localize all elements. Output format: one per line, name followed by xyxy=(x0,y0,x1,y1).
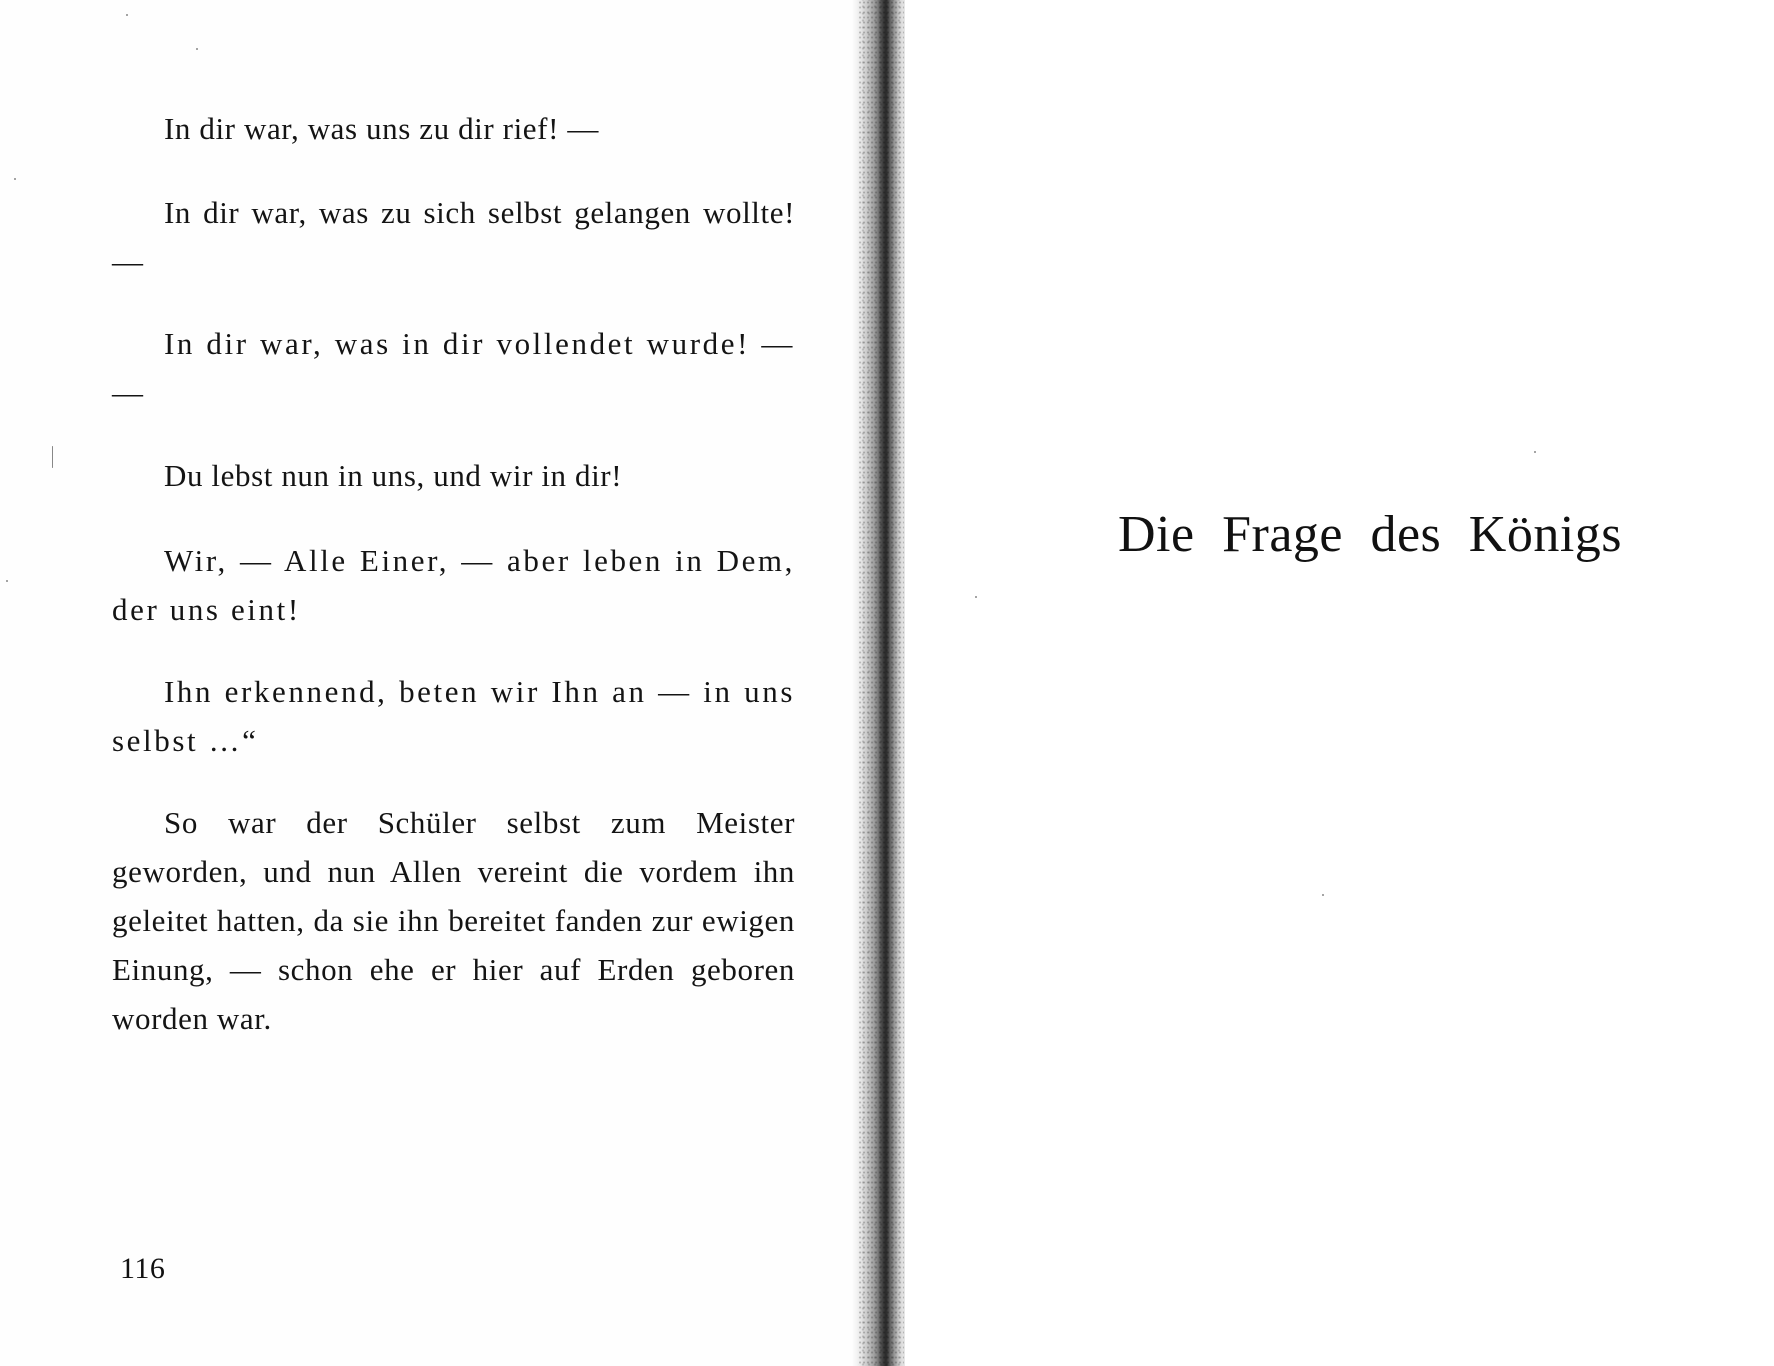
chapter-title: Die Frage des Königs xyxy=(1118,506,1623,563)
scan-speck xyxy=(6,580,8,582)
scan-speck xyxy=(196,48,198,50)
left-page xyxy=(0,0,860,1366)
scan-speck xyxy=(52,446,53,468)
paragraph-4-text: Du lebst nun in uns, und wir in dir! xyxy=(164,458,623,493)
paragraph-3 xyxy=(112,319,795,417)
paragraph-7 xyxy=(112,798,795,1043)
paragraph-5-text: Wir, — Alle Einer, — aber leben in Dem, der uns eint! xyxy=(112,543,795,627)
paragraph-2-text: In dir war, was zu sich selbst gelangen wollte! — xyxy=(112,195,795,279)
paragraph-7-text: So war der Schüler selbst zum Meister geworden, und nun Allen vereint die vordem ihn geleitet hatten, da sie ihn bereitet fanden zur ewigen Einung, — schon ehe er hier auf Erden geboren worden war. xyxy=(112,805,795,1036)
scan-speck xyxy=(14,178,16,180)
paragraph-1 xyxy=(112,104,795,153)
paragraph-6 xyxy=(112,667,795,765)
paragraph-5 xyxy=(112,536,795,634)
right-page xyxy=(905,0,1774,1366)
gutter-scan-noise xyxy=(858,0,904,1366)
scan-speck xyxy=(975,596,977,598)
paragraph-2 xyxy=(112,188,795,286)
paragraph-3-text: In dir war, was in dir vollendet wurde! — — xyxy=(112,326,795,410)
page-number: 116 xyxy=(120,1252,166,1285)
paragraph-1-text: In dir war, was uns zu dir rief! — xyxy=(164,111,599,146)
scan-speck xyxy=(1322,894,1324,896)
paragraph-6-text: Ihn erkennend, beten wir Ihn an — in uns selbst …“ xyxy=(112,674,795,758)
paragraph-4 xyxy=(112,451,795,500)
scan-speck xyxy=(126,14,128,16)
scan-speck xyxy=(1534,451,1536,453)
